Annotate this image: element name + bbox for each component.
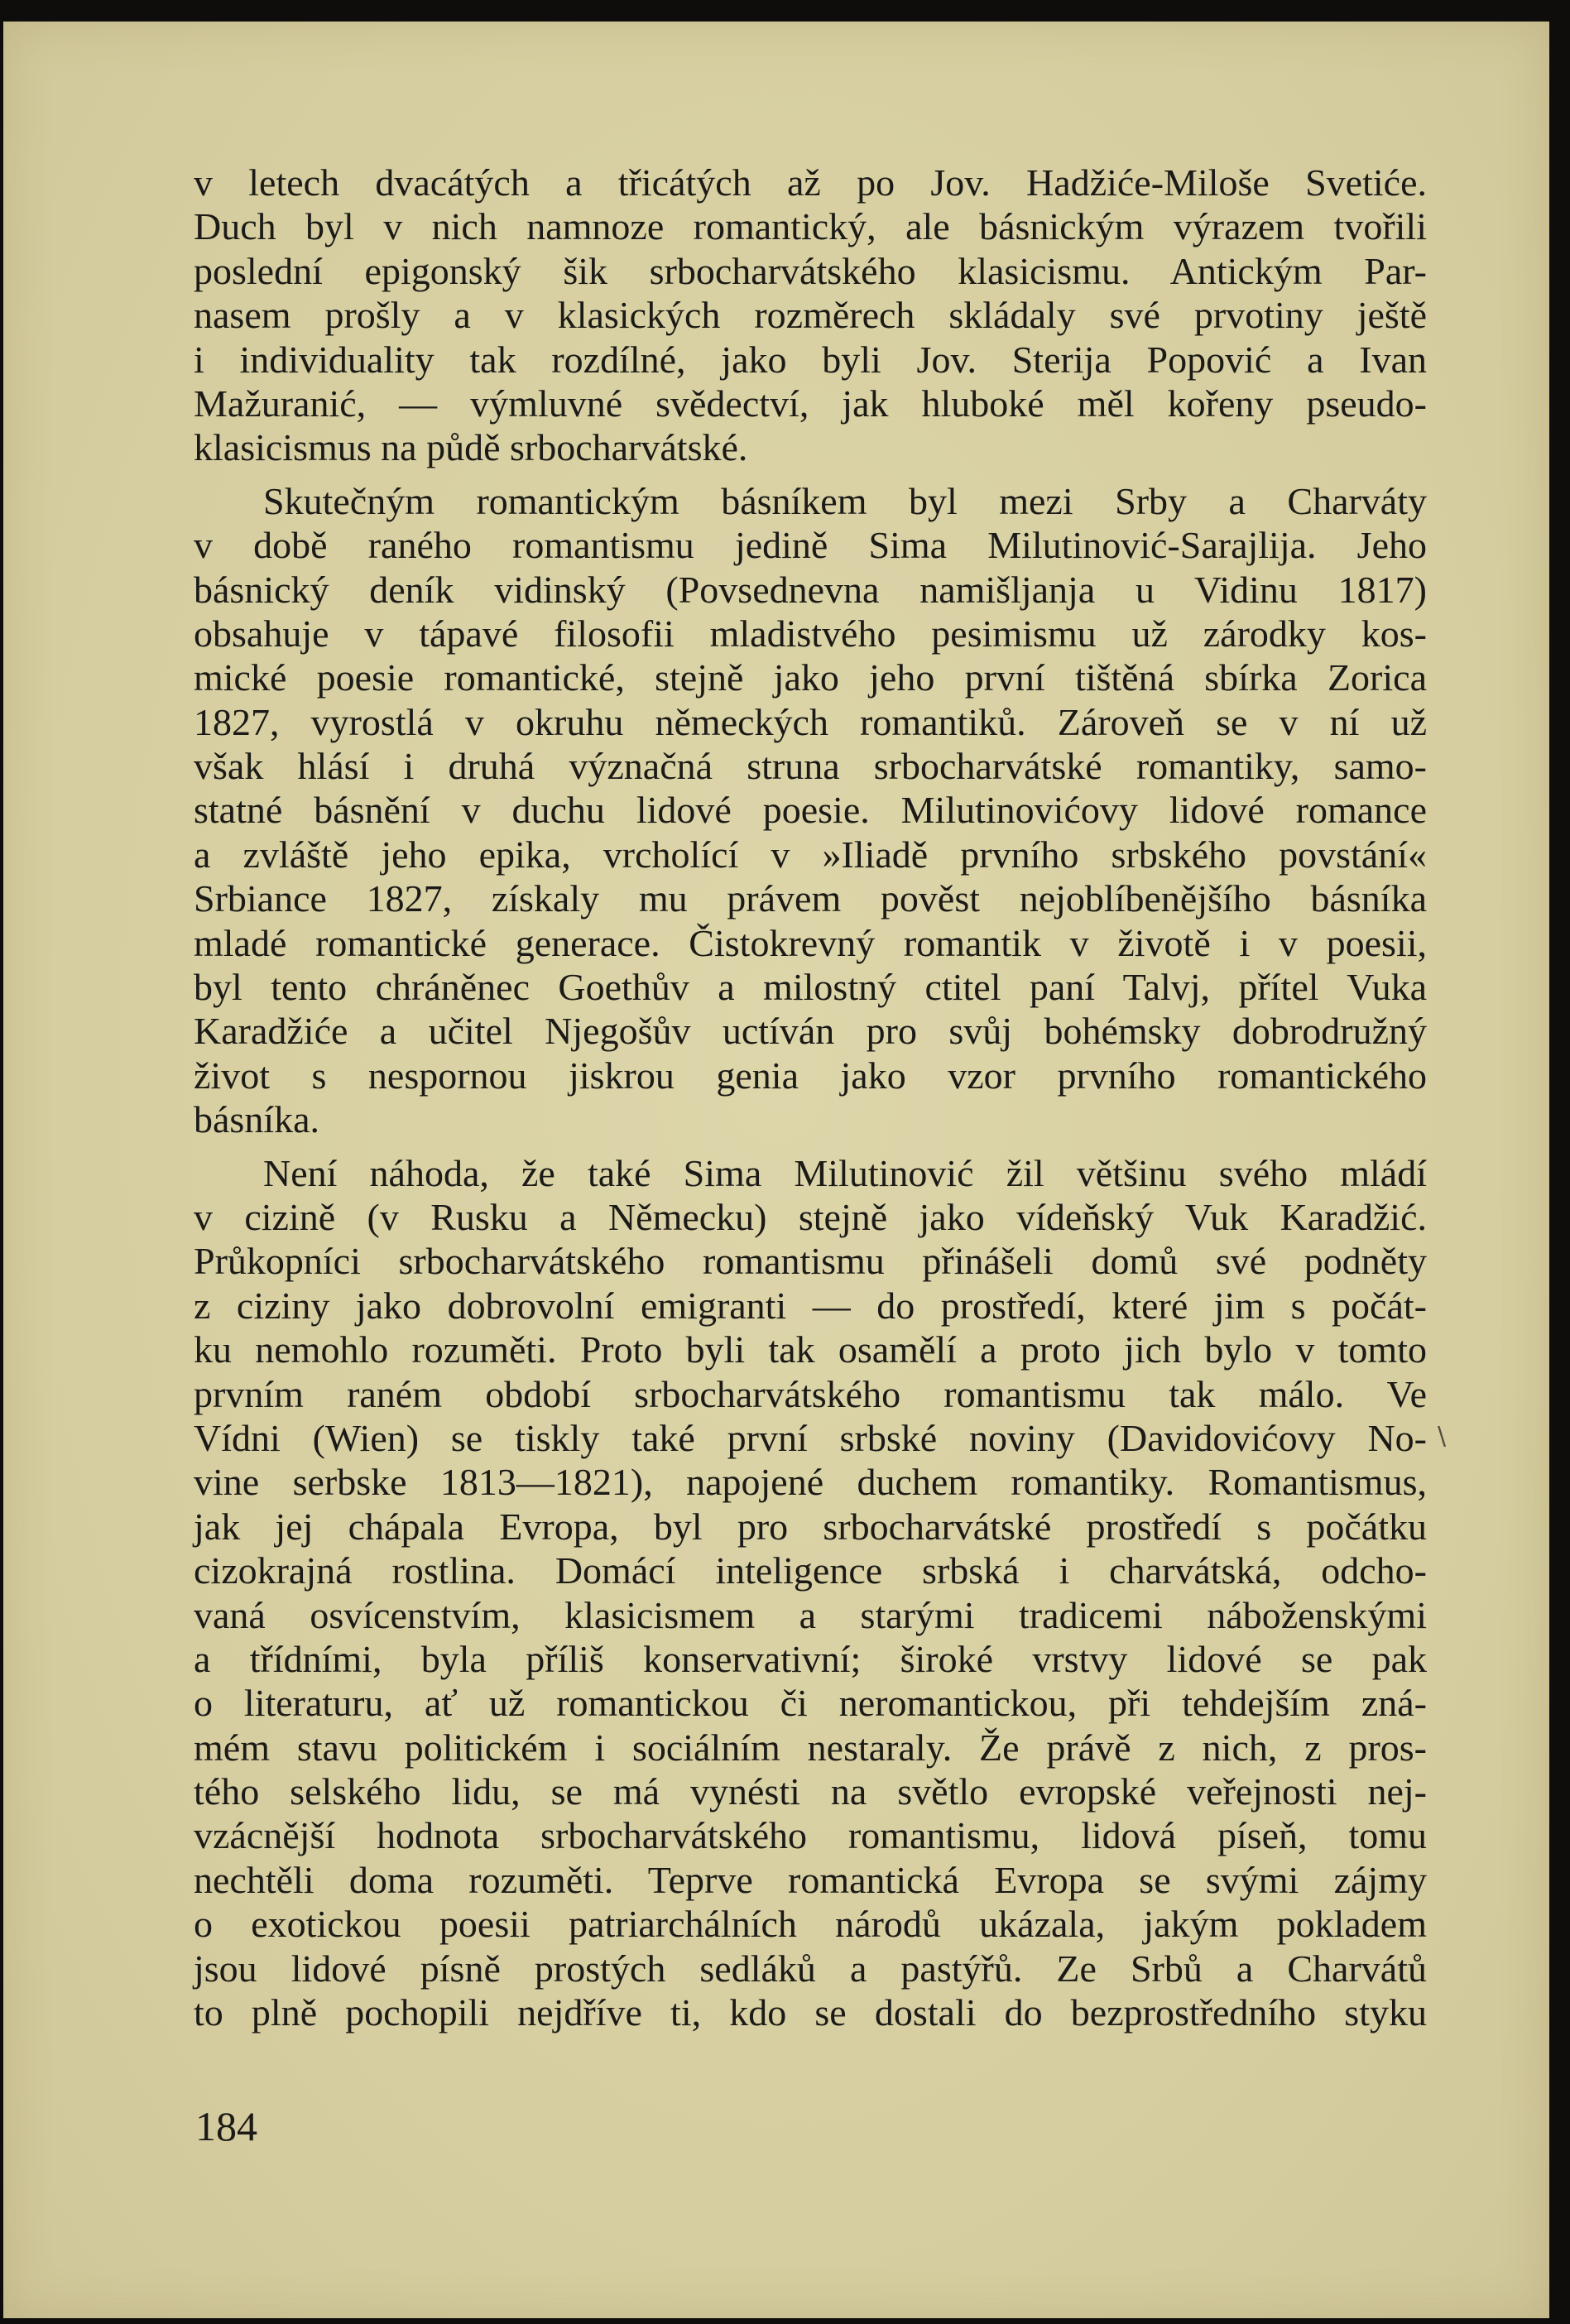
text-line: v letech dvacátých a třicátých až po Jov. Hadžiće-Miloše Svetiće. [194, 161, 1427, 204]
text-line: Mažuranić, — výmluvné svědectví, jak hluboké měl kořeny pseudo- [194, 382, 1427, 425]
text-line: a zvláště jeho epika, vrcholící v »Iliadě prvního srbského povstání« [194, 833, 1427, 876]
body-text [194, 161, 1427, 2043]
text-line: život s nespornou jiskrou genia jako vzor prvního romantického [194, 1054, 1427, 1097]
text-line: a třídními, byla příliš konservativní; široké vrstvy lidové se pak [194, 1637, 1427, 1680]
text-line: Průkopníci srbocharvátského romantismu přinášeli domů své podněty [194, 1240, 1427, 1283]
text-line: to plně pochopili nejdříve ti, kdo se dostali do bezprostředního styku [194, 1991, 1427, 2034]
text-line: klasicismus na půdě srbocharvátské. [194, 426, 748, 469]
page-number: 184 [195, 2103, 257, 2149]
paragraph-1 [194, 161, 1427, 470]
text-line: Srbiance 1827, získaly mu právem pověst nejoblíbenějšího básníka [194, 877, 1427, 920]
text-line: cizokrajná rostlina. Domácí inteligence srbská i charvátská, odcho- [194, 1549, 1427, 1592]
margin-mark: \ [1438, 1422, 1447, 1451]
text-line: poslední epigonský šik srbocharvátského klasicismu. Antickým Par- [194, 249, 1427, 292]
paragraph-3 [194, 1151, 1427, 2035]
text-line: vzácnější hodnota srbocharvátského romantismu, lidová píseň, tomu [194, 1814, 1427, 1857]
paragraph-2 [194, 479, 1427, 1142]
text-line: jsou lidové písně prostých sedláků a pastýřů. Ze Srbů a Charvátů [194, 1947, 1427, 1990]
text-line: ku nemohlo rozuměti. Proto byli tak osamělí a proto jich bylo v tomto [194, 1328, 1427, 1371]
text-line: mém stavu politickém i sociálním nestaraly. Že právě z nich, z pros- [194, 1726, 1427, 1769]
text-line: Vídni (Wien) se tiskly také první srbské noviny (Davidovićovy No- [194, 1416, 1427, 1459]
text-line: statné básnění v duchu lidové poesie. Milutinovićovy lidové romance [194, 789, 1427, 832]
text-line: z ciziny jako dobrovolní emigranti — do prostředí, které jim s počát- [194, 1284, 1427, 1327]
text-line: obsahuje v tápavé filosofii mladistvého pesimismu už zárodky kos- [194, 612, 1427, 655]
text-line: mické poesie romantické, stejně jako jeho první tištěná sbírka Zorica [194, 656, 1427, 699]
text-line: Skutečným romantickým básníkem byl mezi Srby a Charváty [263, 479, 1427, 522]
text-line: v cizině (v Rusku a Německu) stejně jako vídeňský Vuk Karadžić. [194, 1195, 1427, 1238]
text-line: Duch byl v nich namnoze romantický, ale básnickým výrazem tvořili [194, 205, 1427, 248]
text-line: prvním raném období srbocharvátského romantismu tak málo. Ve [194, 1372, 1427, 1415]
text-line: i individuality tak rozdílné, jako byli Jov. Sterija Popović a Ivan [194, 338, 1427, 381]
text-line: mladé romantické generace. Čistokrevný romantik v životě i v poesii, [194, 921, 1427, 964]
text-line: básníka. [194, 1098, 320, 1141]
text-line: vaná osvícenstvím, klasicismem a starými tradicemi náboženskými [194, 1593, 1427, 1636]
text-line: vine serbske 1813—1821), napojené duchem romantiky. Romantismus, [194, 1461, 1427, 1504]
text-line: o literaturu, ať už romantickou či neromantickou, při tehdejším zná- [194, 1682, 1427, 1725]
book-page [3, 22, 1549, 2318]
text-line: tého selského lidu, se má vynésti na světlo evropské veřejnosti nej- [194, 1770, 1427, 1813]
text-line: Není náhoda, že také Sima Milutinović žil většinu svého mládí [263, 1151, 1427, 1194]
text-line: byl tento chráněnec Goethův a milostný ctitel paní Talvj, přítel Vuka [194, 966, 1427, 1009]
text-line: Karadžiće a učitel Njegošův uctíván pro svůj bohémsky dobrodružný [194, 1010, 1427, 1053]
text-line: 1827, vyrostlá v okruhu německých romantiků. Zároveň se v ní už [194, 700, 1427, 743]
text-line: jak jej chápala Evropa, byl pro srbocharvátské prostředí s počátku [194, 1505, 1427, 1548]
text-line: však hlásí i druhá význačná struna srbocharvátské romantiky, samo- [194, 745, 1427, 788]
text-line: nasem prošly a v klasických rozměrech skládaly své prvotiny ještě [194, 294, 1427, 337]
text-line: nechtěli doma rozuměti. Teprve romantická Evropa se svými zájmy [194, 1858, 1427, 1901]
text-line: v době raného romantismu jedině Sima Milutinović-Sarajlija. Jeho [194, 524, 1427, 567]
text-line: básnický deník vidinský (Povsednevna namišljanja u Vidinu 1817) [194, 568, 1427, 611]
text-line: o exotickou poesii patriarchálních národů ukázala, jakým pokladem [194, 1903, 1427, 1946]
